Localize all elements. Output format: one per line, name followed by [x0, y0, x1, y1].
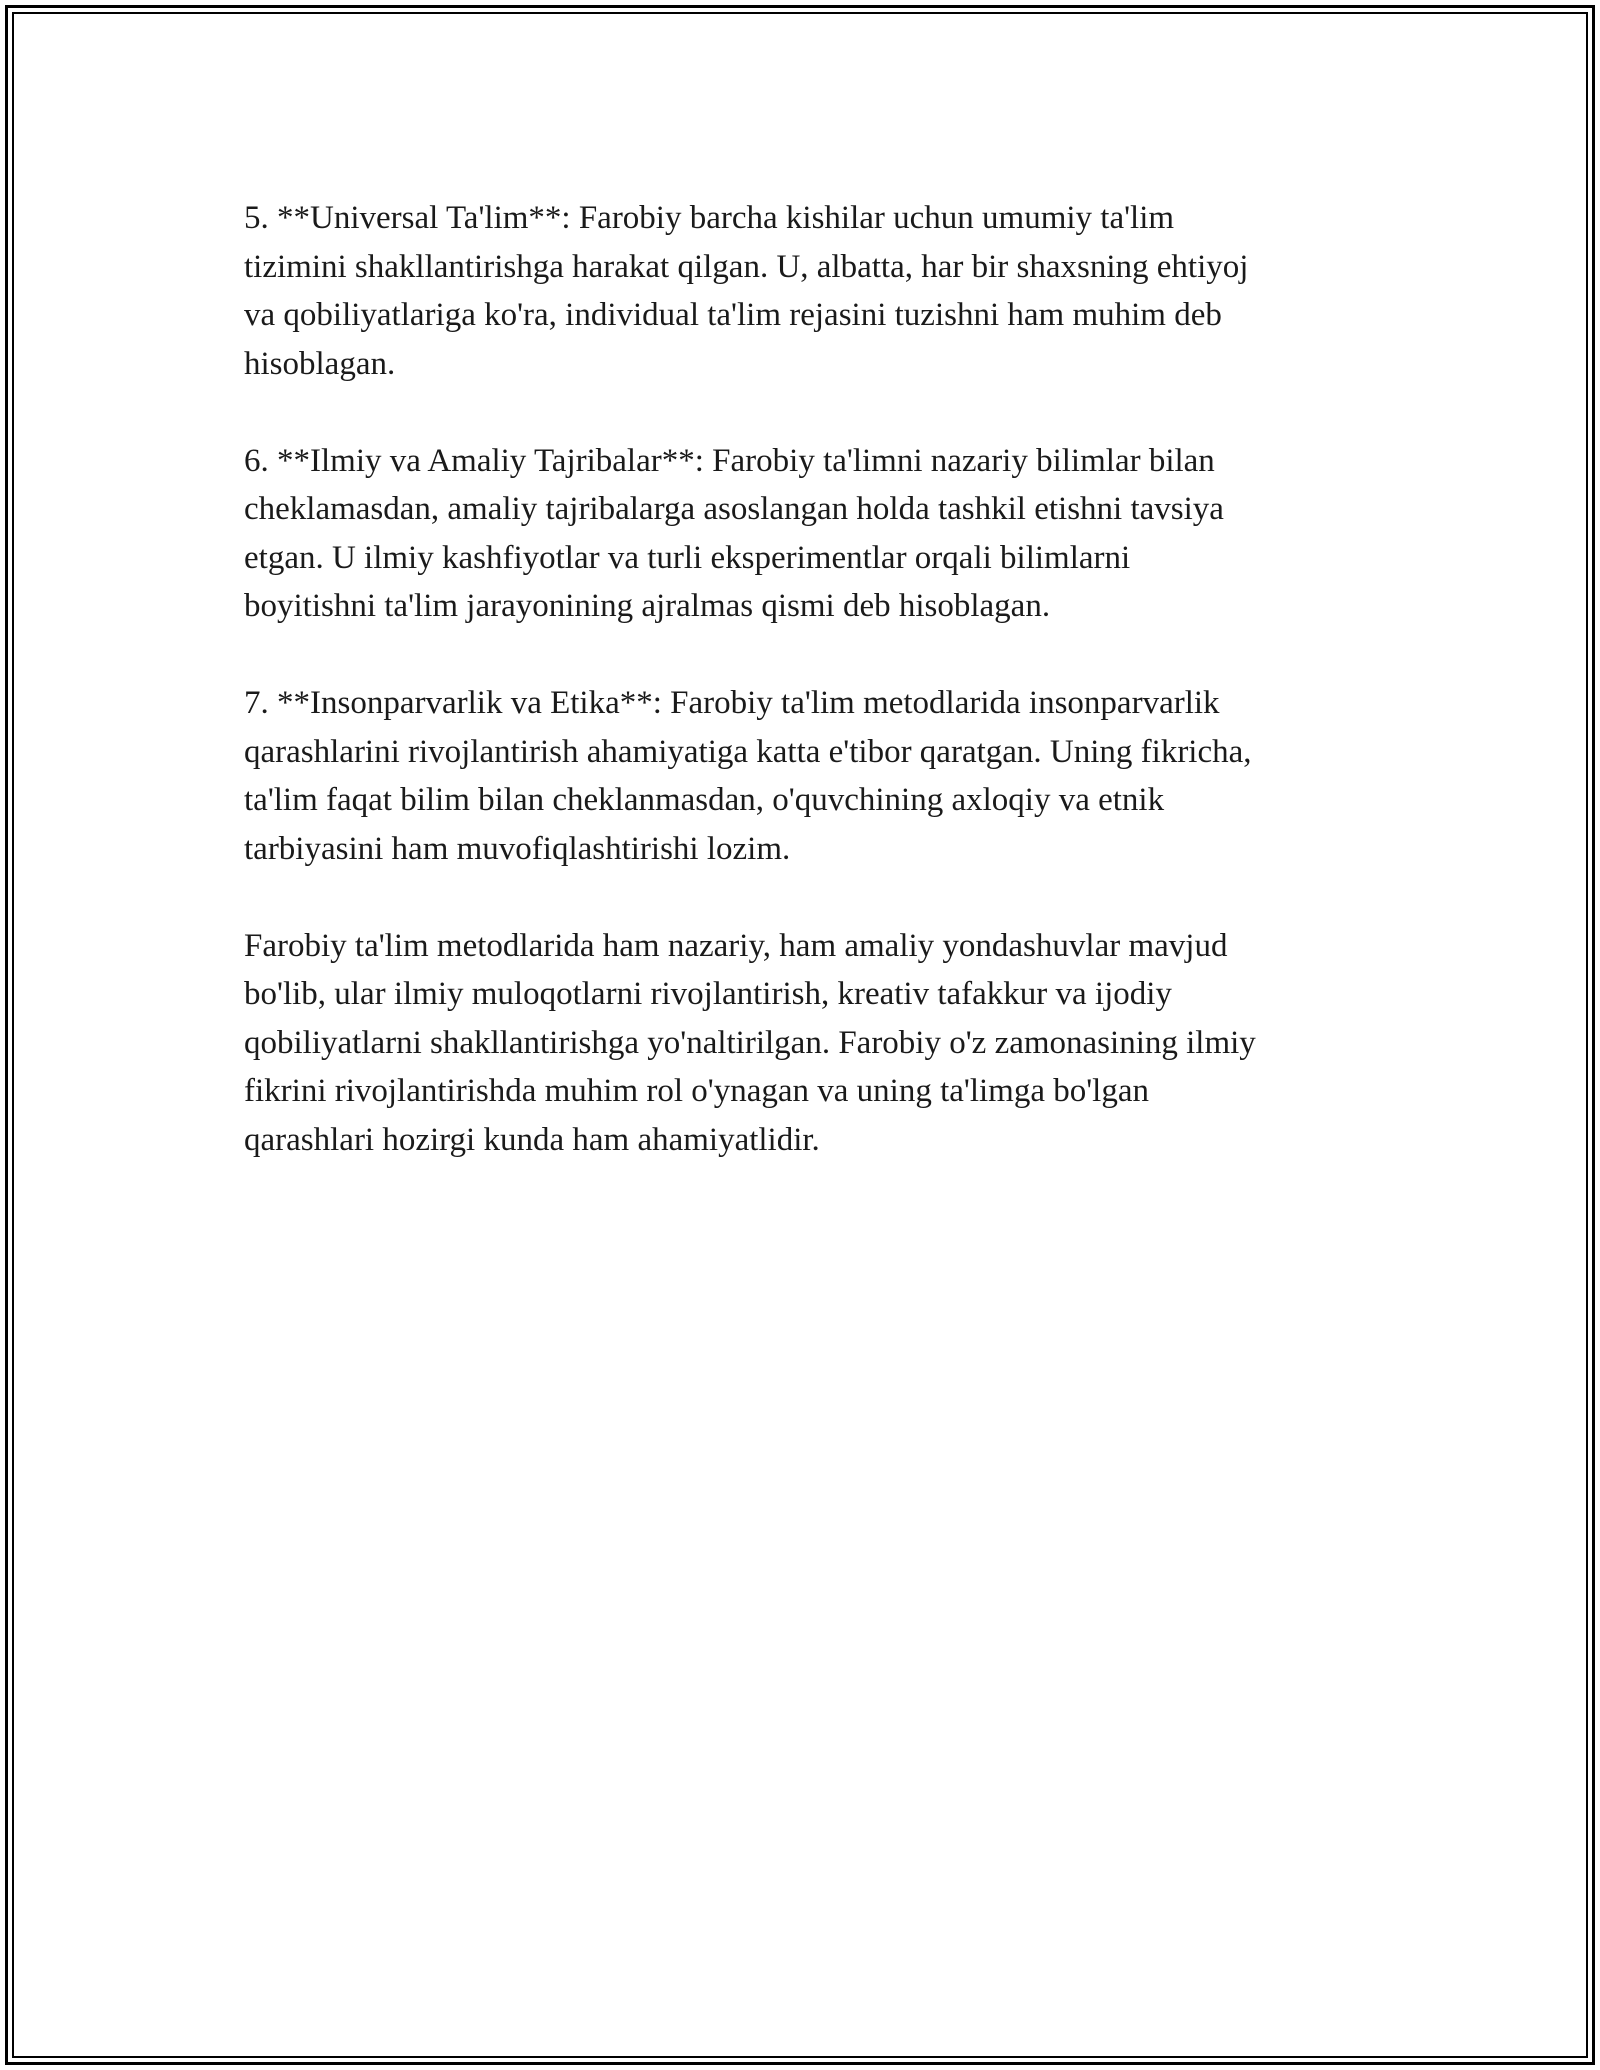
text-line: bo'lib, ular ilmiy muloqotlarni rivojlantirish, kreativ tafakkur va ijodiy [244, 976, 1172, 1012]
paragraph-universal-talim [244, 194, 1374, 388]
text-line: Farobiy ta'lim metodlarida ham nazariy, ham amaliy yondashuvlar mavjud [244, 927, 1228, 964]
page-border [5, 5, 1595, 2065]
paragraph-conclusion [244, 922, 1374, 1165]
text-line: 7. **Insonparvarlik va Etika**: Farobiy ta'lim metodlarida insonparvarlik [244, 685, 1220, 721]
text-line: tarbiyasini ham muvofiqlashtirishi lozim. [244, 830, 791, 867]
text-line: hisoblagan. [244, 345, 396, 382]
text-line: 6. **Ilmiy va Amaliy Tajribalar**: Farobiy ta'limni nazariy bilimlar bilan [244, 442, 1215, 479]
text-line: qarashlari hozirgi kunda ham ahamiyatlidir. [244, 1121, 820, 1158]
paragraph-insonparvarlik-etika [244, 679, 1374, 873]
text-line: qobiliyatlarni shakllantirishga yo'naltirilgan. Farobiy o'z zamonasining ilmiy [244, 1024, 1256, 1061]
text-line: boyitishni ta'lim jarayonining ajralmas qismi deb hisoblagan. [244, 588, 1051, 624]
text-line: va qobiliyatlariga ko'ra, individual ta'lim rejasini tuzishni ham muhim deb [244, 297, 1222, 333]
text-line: cheklamasdan, amaliy tajribalarga asoslangan holda tashkil etishni tavsiya [244, 491, 1224, 527]
paragraph-ilmiy-amaliy-tajribalar [244, 437, 1374, 631]
text-line: etgan. U ilmiy kashfiyotlar va turli eksperimentlar orqali bilimlarni [244, 539, 1131, 576]
text-line: ta'lim faqat bilim bilan cheklanmasdan, o'quvchining axloqiy va etnik [244, 782, 1165, 818]
text-line: fikrini rivojlantirishda muhim rol o'ynagan va uning ta'limga bo'lgan [244, 1073, 1150, 1109]
text-line: tizimini shakllantirishga harakat qilgan. U, albatta, har bir shaxsning ehtiyoj [244, 248, 1249, 285]
text-line: 5. **Universal Ta'lim**: Farobiy barcha kishilar uchun umumiy ta'lim [244, 200, 1175, 236]
document-body [244, 194, 1374, 1213]
text-line: qarashlarini rivojlantirish ahamiyatiga katta e'tibor qaratgan. Uning fikricha, [244, 733, 1252, 770]
